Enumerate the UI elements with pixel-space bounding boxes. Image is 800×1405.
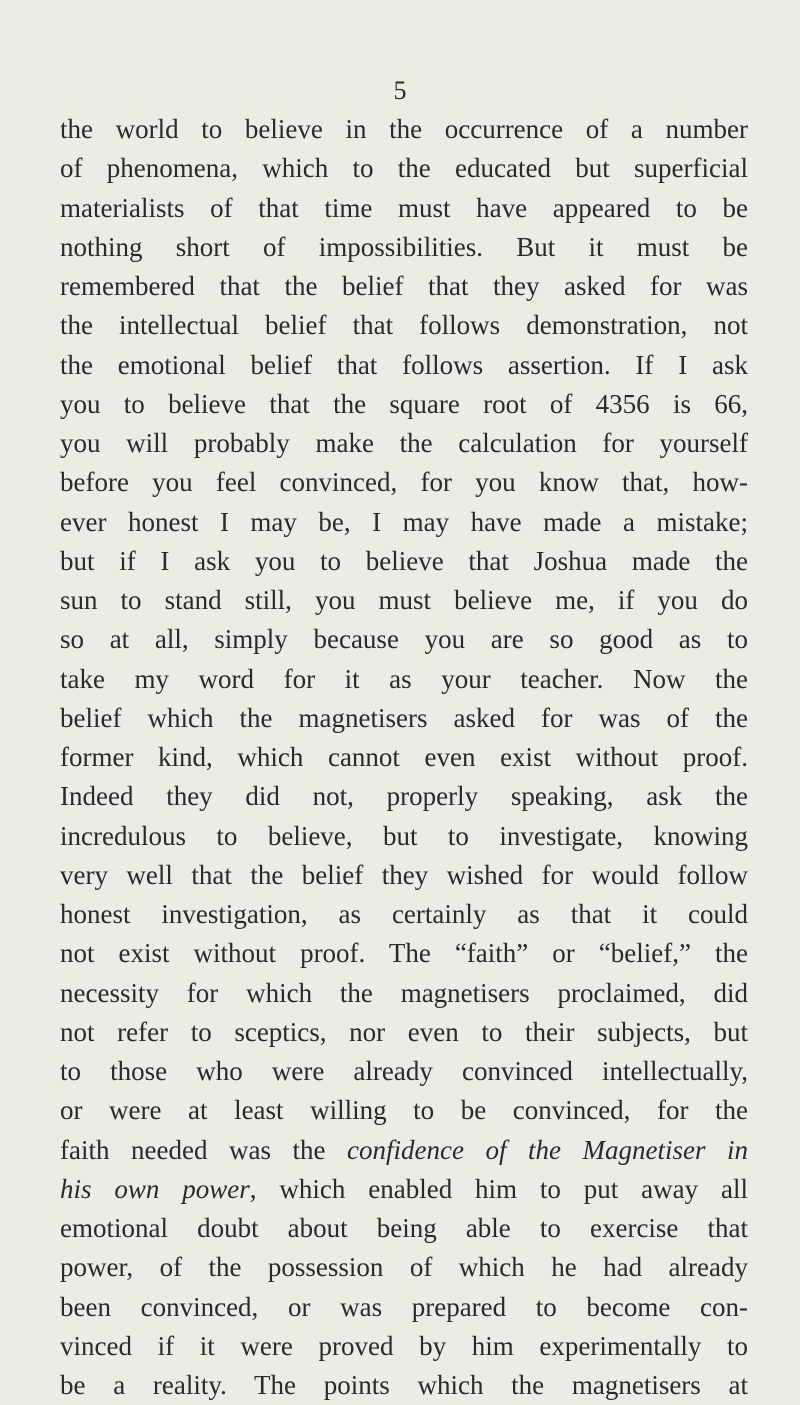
body-text: [60, 110, 748, 1405]
text-line: not exist without proof. The “faith” or “belief,” the: [60, 938, 748, 969]
page-number: 5: [393, 76, 407, 105]
text-line: the emotional belief that follows assertion. If I ask: [60, 349, 748, 380]
text-segment: , which enabled him to put away all: [249, 1173, 748, 1204]
text-line: to those who were already convinced intellectually,: [60, 1056, 748, 1086]
text-line: or were at least willing to be convinced, for the: [60, 1095, 748, 1126]
text-line: honest investigation, as certainly as that it could: [60, 899, 748, 929]
text-line-with-emphasis: [60, 1131, 748, 1170]
text-line: very well that the belief they wished for would follow: [60, 859, 748, 890]
text-line: but if I ask you to believe that Joshua made the: [60, 545, 748, 576]
text-line: remembered that the belief that they asked for was: [60, 271, 748, 301]
text-line: you will probably make the calculation for yourself: [60, 428, 748, 458]
text-line: former kind, which cannot even exist without proof.: [60, 742, 748, 772]
text-line: before you feel convinced, for you know that, how-: [60, 467, 748, 498]
text-line: the intellectual belief that follows demonstration, not: [60, 310, 748, 341]
text-line: nothing short of impossibilities. But it must be: [60, 231, 748, 262]
text-line-with-emphasis: [60, 1170, 748, 1209]
text-line: be a reality. The points which the magnetisers at: [60, 1370, 748, 1400]
text-line: of phenomena, which to the educated but superficial: [60, 153, 748, 184]
text-line: sun to stand still, you must believe me, if you do: [60, 585, 748, 615]
text-line: belief which the magnetisers asked for was of the: [60, 702, 748, 733]
text-line: so at all, simply because you are so good as to: [60, 624, 748, 655]
text-line: necessity for which the magnetisers proclaimed, did: [60, 977, 748, 1008]
text-line: take my word for it as your teacher. Now the: [60, 663, 748, 694]
text-line: materialists of that time must have appeared to be: [60, 192, 748, 223]
emphasis-text: confidence of the Magnetiser in: [347, 1134, 748, 1165]
text-line: vinced if it were proved by him experimentally to: [60, 1330, 748, 1361]
text-line: been convinced, or was prepared to become con-: [60, 1291, 748, 1322]
text-line: ever honest I may be, I may have made a mistake;: [60, 506, 748, 537]
text-line: you to believe that the square root of 4356 is 66,: [60, 388, 748, 419]
emphasis-text: his own power: [60, 1173, 250, 1204]
text-line: not refer to sceptics, nor even to their subjects, but: [60, 1016, 748, 1047]
text-line: the world to believe in the occurrence of a number: [60, 114, 748, 144]
text-line: incredulous to believe, but to investigate, knowing: [60, 820, 748, 851]
text-line: Indeed they did not, properly speaking, ask the: [60, 781, 748, 812]
text-line: emotional doubt about being able to exercise that: [60, 1213, 748, 1243]
text-line: power, of the possession of which he had already: [60, 1252, 748, 1283]
text-segment: faith needed was the: [60, 1134, 347, 1165]
